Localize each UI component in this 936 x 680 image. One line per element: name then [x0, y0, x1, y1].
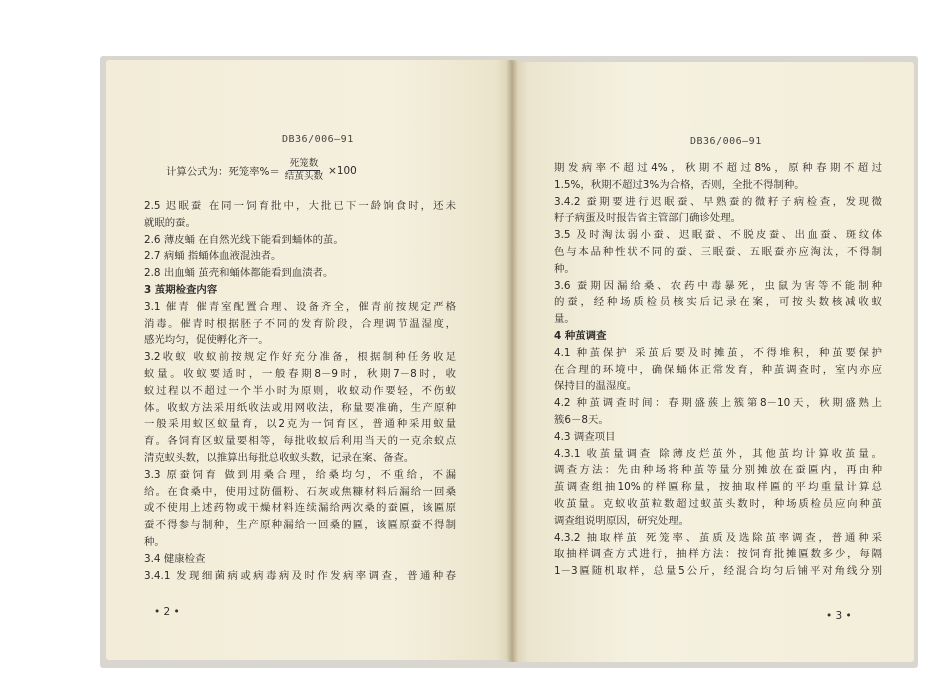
text-line: 簇6－8天。: [554, 413, 609, 426]
standard-number: DB36/006—91: [690, 136, 762, 147]
text-line: 保持目的温湿度。: [554, 380, 638, 393]
text-line: 调查方法：先由种场将种茧等量分别摊放在蚕匾内，再由种: [554, 464, 882, 477]
standard-number: DB36/006—91: [282, 134, 354, 145]
text-line: 2.8 出血蛹 茧壳和蛹体都能看到血渍者。: [144, 267, 334, 280]
text-line: 在合理的环境中，确保蛹体正常发育，种茧调查时，室内亦应: [554, 363, 882, 376]
text-line: 的蚕，经种场质检员核实后记录在案，可按头数核减收蚁: [554, 296, 882, 309]
text-line: 清克蚁头数，以推算出每批总收蚁头数，记录在案、备查。: [144, 451, 415, 464]
text-line: 3.1 催青 催青室配置合理、设备齐全，催青前按规定严格: [144, 300, 456, 313]
text-line: 一般采用蚁区蚁量育，以2克为一饲育区，普通种采用蚁量: [144, 418, 456, 431]
text-line: 消毒。催青时根据胚子不同的发育阶段，合理调节温湿度，: [144, 317, 456, 330]
left-page-text: [144, 198, 456, 584]
text-line: 育。各饲育区蚁量要相等，每批收蚁后利用当天的一克余蚁点: [144, 435, 456, 448]
text-line: 1.5%，秋期不超过3%为合格，否则，全批不得制种。: [554, 178, 805, 191]
left-page: [106, 60, 512, 660]
text-line: 蚕不得参与制种，生产原种漏给一回桑的匾，该匾原蚕不得制: [144, 519, 456, 532]
formula-fraction: [283, 158, 325, 183]
formula-denominator: 结茧头数: [284, 171, 324, 182]
text-line: 收茧量。克蚁收茧粒数超过蚁茧头数时，种场质检员应向种茧: [554, 497, 882, 510]
text-line: 就眠的蚕。: [144, 216, 196, 229]
text-line: 4.3.1 收茧量调查 除薄皮烂茧外，其他茧均计算收茧量。: [554, 447, 882, 460]
text-line: 3.6 蚕期因漏给桑、农药中毒暴死，虫鼠为害等不能制种: [554, 279, 882, 292]
text-line: 3.4.1 发现细菌病或病毒病及时作发病率调查，普通种春: [144, 569, 456, 582]
text-line: 3.4 健康检查: [144, 552, 206, 565]
text-line: 3.5 及时淘汰弱小蚕、迟眠蚕、不脱皮蚕、出血蚕、斑纹体: [554, 229, 882, 242]
text-line: 3.4.2 蚕期要进行迟眠蚕、早熟蚕的微籽子病检查，发现微: [554, 195, 882, 208]
page-number: • 3 •: [826, 610, 852, 622]
text-line: 2.5 迟眠蚕 在同一饲育批中，大批已下一龄饷食时，还未: [144, 200, 456, 212]
text-line: 种。: [554, 262, 575, 275]
formula-numerator: 死笼数: [289, 158, 319, 169]
text-line: 籽子病蛋及时报告省主管部门确诊处理。: [554, 212, 742, 225]
text-line: 给。在食桑中，使用过防僵粉、石灰或焦糠材料后漏给一回桑: [144, 485, 456, 498]
formula-prefix: 计算公式为：死笼率%＝: [166, 166, 280, 178]
text-line: 调查组说明原因，研究处理。: [554, 514, 690, 527]
text-line: 色与本品种性状不同的蚕、三眠蚕、五眠蚕亦应淘汰，不得制: [554, 245, 882, 258]
text-line: 取抽样调查方式进行，抽样方法：按饲育批摊匾数多少，每隔: [554, 548, 882, 561]
right-page: [512, 62, 914, 662]
text-line: 3.3 原蚕饲育 做到用桑合理，给桑均匀，不重给，不漏: [144, 468, 456, 481]
page-number: • 2 •: [154, 606, 180, 618]
text-line: 4.3.2 抽取样茧 死笼率、茧质及选除茧率调查，普通种采: [554, 531, 882, 544]
text-line: 体。收蚁方法采用纸收法或用网收法，称量要准确，生产原种: [144, 401, 456, 414]
text-line: 感光均匀，促使孵化齐一。: [144, 334, 269, 347]
text-line: 蚁量。收蚁要适时，一般春期8－9时，秋期7－8时，收: [144, 367, 456, 380]
text-line: 2.7 病蛹 指蛹体血液混浊者。: [144, 250, 282, 263]
text-line: 4.2 种茧调查时间：春期盛蔟上簇第8－10天，秋期盛熟上: [554, 397, 882, 410]
text-line: 期发病率不超过4%，秋期不超过8%，原种春期不超过: [554, 162, 882, 174]
section-heading: 4 种茧调查: [554, 329, 607, 342]
text-line: 量。: [554, 313, 575, 326]
text-line: 4.3 调查项目: [554, 430, 616, 443]
text-line: 1－3匾随机取样，总量5公斤，经混合均匀后铺平对角线分别: [554, 565, 882, 578]
text-line: 2.6 薄皮蛹 在自然光线下能看到蛹体的茧。: [144, 233, 344, 246]
book-spine: [506, 60, 518, 662]
death-rate-formula: [166, 158, 357, 183]
right-page-text: [554, 160, 882, 580]
section-heading: 3 茧期检查内容: [144, 283, 218, 296]
text-line: 蚁过程以不超过一个半小时为原则，收蚁动作要轻，不伤蚁: [144, 384, 456, 397]
formula-suffix: ×100: [328, 164, 357, 177]
text-line: 3.2收蚁 收蚁前按规定作好充分准备，根据制种任务收足: [144, 351, 456, 364]
text-line: 茧调查组抽10%的样匾称量，按抽取样匾的平均重量计算总: [554, 481, 882, 494]
text-line: 4.1 种茧保护 采茧后要及时摊茧，不得堆积，种茧要保护: [554, 346, 882, 359]
text-line: 种。: [144, 535, 165, 548]
text-line: 或不使用上述药物或干燥材料连续漏给两次桑的蚕匾，该匾原: [144, 502, 456, 515]
